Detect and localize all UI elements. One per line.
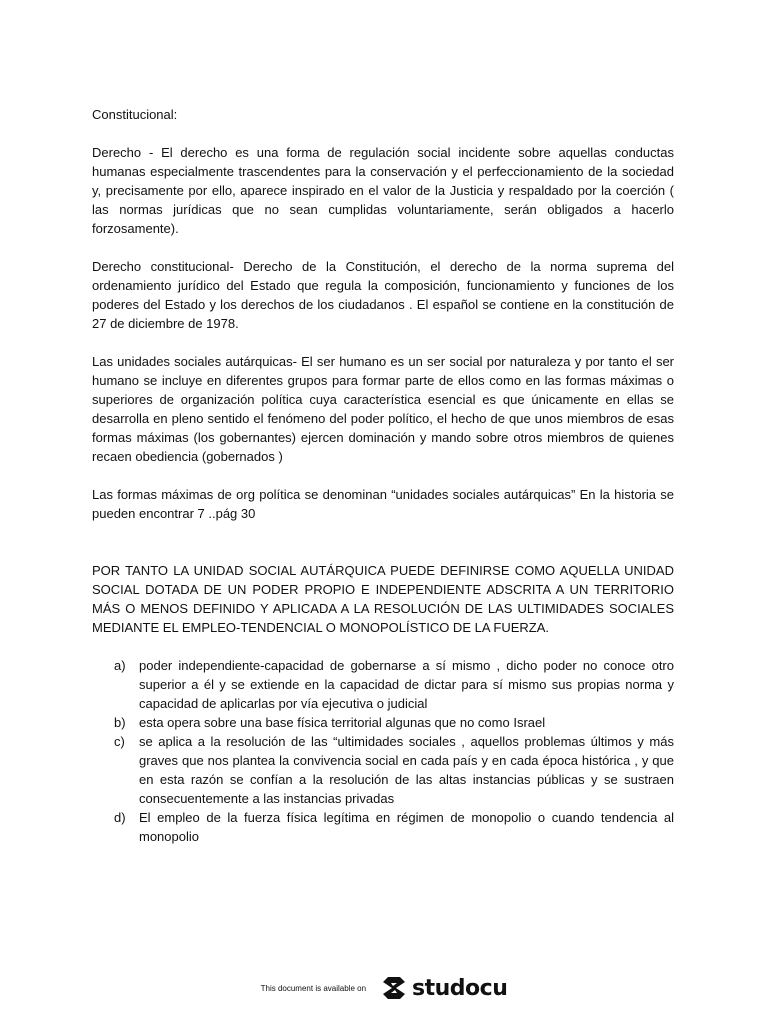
document-body [92,105,674,846]
list-marker: a) [114,658,126,673]
page-footer [0,972,768,1004]
list-item-text: se aplica a la resolución de las “ultimidades sociales , aquellos problemas últimos y más graves que nos plantea la convivencia social en cada país y en cada época histórica , y que en esta razón se confían a la resolución de las altas instancias públicas y se sustraen consecuentemente a las instancias privadas [139,734,674,806]
list-marker: c) [114,734,125,749]
paragraph-derecho: Derecho - El derecho es una forma de regulación social incidente sobre aquellas conductas humanas especialmente trascendentes para la conservación y el perfeccionamiento de la sociedad y, precisamente por ello, aparece inspirado en el valor de la Justicia y respaldado por la coerción ( las normas jurídicas que no sean cumplidas voluntariamente, serán obligados a hacerlo forzosamente). [92,145,674,236]
document-heading: Constitucional: [92,107,178,122]
list-marker: b) [114,715,126,730]
paragraph-formas-maximas: Las formas máximas de org política se denominan “unidades sociales autárquicas” En la historia se pueden encontrar 7 ..pág 30 [92,487,674,521]
list-item [92,656,674,713]
studocu-logo-icon [380,974,408,1002]
studocu-brand-link[interactable] [380,974,507,1002]
list-item-text: El empleo de la fuerza física legítima en régimen de monopolio o cuando tendencia al monopolio [139,810,674,844]
list-item [92,732,674,808]
availability-text: This document is available on [260,983,367,993]
list-item-text: esta opera sobre una base física territorial algunas que no como Israel [139,715,546,730]
list-item-text: poder independiente-capacidad de gobernarse a sí mismo , dicho poder no conoce otro superior a él y se extiende en la capacidad de dictar para sí mismo sus propias norma y capacidad de aplicarlas por vía ejecutiva o judicial [139,658,674,711]
list-item [92,808,674,846]
paragraph-definicion-uppercase: POR TANTO LA UNIDAD SOCIAL AUTÁRQUICA PUEDE DEFINIRSE COMO AQUELLA UNIDAD SOCIAL DOTADA DE UN PODER PROPIO E INDEPENDIENTE ADSCRITA A UN TERRITORIO MÁS O MENOS DEFINIDO Y APLICADA A LA RESOLUCIÓN DE LAS ULTIMIDADES SOCIALES MEDIANTE EL EMPLEO-TENDENCIAL O MONOPOLÍSTICO DE LA FUERZA. [92,563,674,635]
paragraph-unidades-sociales: Las unidades sociales autárquicas- El ser humano es un ser social por naturaleza y por tanto el ser humano se incluye en diferentes grupos para formar parte de ellos como en las formas máximas o superiores de organización política cuya característica esencial es que únicamente en ellas se desarrolla en pleno sentido el fenómeno del poder político, el hecho de que unos miembros de esas formas máximas (los gobernantes) ejercen dominación y mando sobre otros miembros de quienes recaen obediencia (gobernados ) [92,354,674,464]
paragraph-derecho-constitucional: Derecho constitucional- Derecho de la Constitución, el derecho de la norma suprema del ordenamiento jurídico del Estado que regula la composición, funcionamiento y funciones de los poderes del Estado y los derechos de los ciudadanos . El español se contiene en la constitución de 27 de diciembre de 1978. [92,259,674,331]
list-marker: d) [114,810,126,825]
brand-name: studocu [412,975,508,1001]
list-item [92,713,674,732]
characteristics-list [92,656,674,846]
